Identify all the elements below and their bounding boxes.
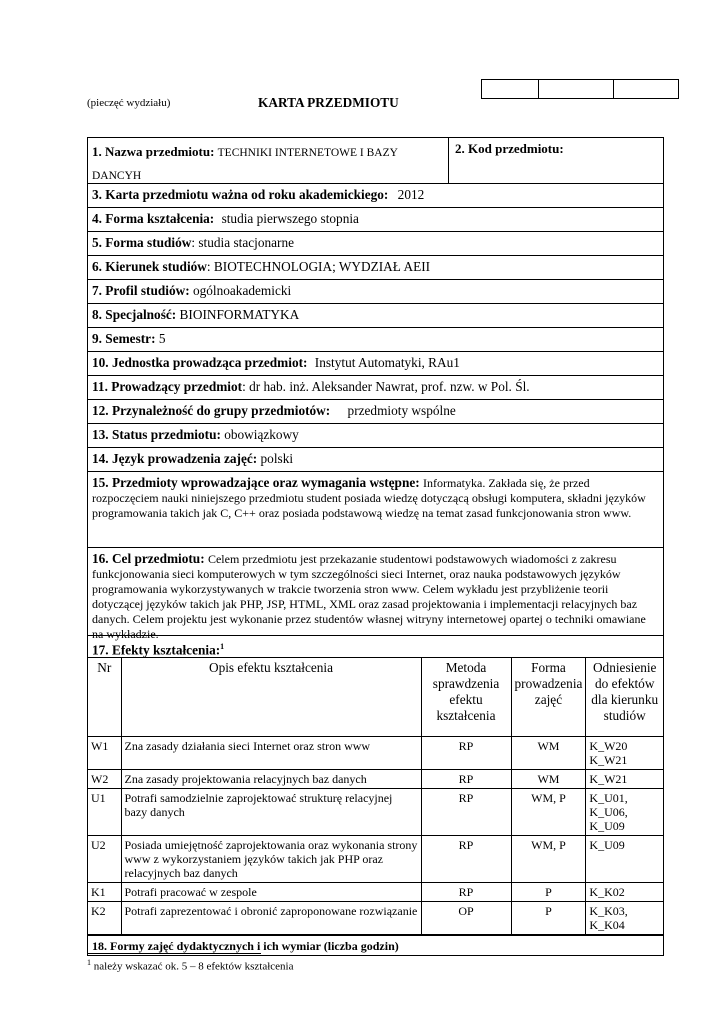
outcome-method: RP xyxy=(421,835,511,882)
row-teaching-forms xyxy=(88,935,663,955)
row-language xyxy=(88,447,663,471)
field-of-study-label: 6. Kierunek studiów xyxy=(92,259,207,274)
outcome-reference: K_U01, K_U06, K_U09 xyxy=(586,788,663,835)
prerequisites-label: 15. Przedmioty wprowadzające oraz wymagania wstępne: xyxy=(92,475,420,490)
outcome-method: OP xyxy=(421,901,511,934)
lecturer-label: 11. Prowadzący przedmiot xyxy=(92,379,243,394)
footnote-number: 1 xyxy=(87,958,91,967)
outcome-description: Zna zasady projektowania relacyjnych baz danych xyxy=(121,769,421,788)
specialty-label: 8. Specjalność: xyxy=(92,307,177,322)
table-row xyxy=(88,835,663,882)
study-form-label: 5. Forma studiów xyxy=(92,235,192,250)
header-reference: Odniesienie do efektów dla kierunku studiów xyxy=(586,658,663,736)
table-row xyxy=(88,882,663,901)
row-education-form xyxy=(88,207,663,231)
row-semester xyxy=(88,327,663,351)
study-profile-value: ogólnoakademicki xyxy=(192,283,292,298)
learning-outcomes-label: 17. Efekty kształcenia: xyxy=(92,642,221,658)
outcome-method: RP xyxy=(421,882,511,901)
header-description: Opis efektu kształcenia xyxy=(121,658,421,736)
teaching-unit-value: Instytut Automatyki, RAu1 xyxy=(314,355,460,370)
course-group-label: 12. Przynależność do grupy przedmiotów: xyxy=(92,403,331,418)
course-goal-label: 16. Cel przedmiotu: xyxy=(92,551,205,566)
valid-year-value: 2012 xyxy=(397,187,425,202)
prerequisites-value: Informatyka. Zakłada się, że przed rozpoczęciem nauki niniejszego przedmiotu student posiada wiedzę dotyczącą obsługi komputera, składni języków programowania takich jak C, C++ oraz posiada podstawową wiedzę na temat zasad funkcjonowania stron www. xyxy=(92,476,646,520)
teaching-unit-label: 10. Jednostka prowadząca przedmiot: xyxy=(92,355,308,370)
course-goal-value: Celem przedmiotu jest przekazanie studentowi podstawowych wiadomości z zakresu funkcjonowania sieci komputerowych w tym szczególności sieci Internet, oraz nauka podstawowych języków programowania wykorzystywanych w trakcie tworzenia stron www. Celem wykładu jest przybliżenie teorii dotyczącej języków takich jak PHP, JSP, HTML, XML oraz zasad projektowania i implementacji relacyjnych baz danych. Celem projektu jest wykonanie przez studentów własnej witryny internetowej opartej o techniki omawiane na wykładzie. xyxy=(92,552,646,641)
outcome-form: WM xyxy=(511,736,586,769)
outcome-description: Potrafi samodzielnie zaprojektować strukturę relacyjnej bazy danych xyxy=(121,788,421,835)
document-title: KARTA PRZEDMIOTU xyxy=(258,95,399,110)
table-row xyxy=(88,769,663,788)
outcome-description: Posiada umiejętność zaprojektowania oraz wykonania strony www z wykorzystaniem języków takich jak PHP oraz relacyjnych baz danych xyxy=(121,835,421,882)
footnote-text: należy wskazać ok. 5 – 8 efektów kształcenia xyxy=(93,960,294,973)
outcome-method: RP xyxy=(421,788,511,835)
learning-outcomes-table xyxy=(88,658,663,935)
row-field-of-study xyxy=(88,255,663,279)
outcome-description: Zna zasady działania sieci Internet oraz stron www xyxy=(121,736,421,769)
course-status-value: obowiązkowy xyxy=(224,427,299,442)
semester-label: 9. Semestr: xyxy=(92,331,156,346)
table-row xyxy=(88,901,663,934)
outcome-nr: U1 xyxy=(88,788,121,835)
education-form-value: studia pierwszego stopnia xyxy=(221,211,359,226)
valid-year-label: 3. Karta przedmiotu ważna od roku akademickiego: xyxy=(92,187,389,202)
outcome-reference: K_K03, K_K04 xyxy=(586,901,663,934)
outcome-form: WM, P xyxy=(511,788,586,835)
course-name-cell xyxy=(88,138,449,183)
education-form-label: 4. Forma kształcenia: xyxy=(92,211,215,226)
outcome-nr: U2 xyxy=(88,835,121,882)
row-course-name xyxy=(88,138,663,183)
outcome-form: P xyxy=(511,901,586,934)
outcome-nr: W2 xyxy=(88,769,121,788)
row-specialty xyxy=(88,303,663,327)
row-lecturer xyxy=(88,375,663,399)
code-box-3 xyxy=(613,79,679,99)
outcome-description: Potrafi pracować w zespole xyxy=(121,882,421,901)
outcome-description: Potrafi zaprezentować i obronić zaproponowane rozwiązanie xyxy=(121,901,421,934)
row-study-form xyxy=(88,231,663,255)
lecturer-value: : dr hab. inż. Aleksander Nawrat, prof. nzw. w Pol. Śl. xyxy=(242,379,530,394)
faculty-stamp-label: (pieczęć wydziału) xyxy=(87,97,171,109)
specialty-value: BIOINFORMATYKA xyxy=(179,307,300,322)
row-course-group xyxy=(88,399,663,423)
course-group-value: przedmioty wspólne xyxy=(347,403,456,418)
course-name-value: TECHNIKI INTERNETOWE I BAZY DANCYH xyxy=(92,147,398,182)
outcome-form: WM xyxy=(511,769,586,788)
row-course-goal xyxy=(88,547,663,641)
outcome-nr: W1 xyxy=(88,736,121,769)
footnote-ref: 1 xyxy=(220,642,225,651)
code-box-1 xyxy=(481,79,539,99)
outcome-reference: K_U09 xyxy=(586,835,663,882)
outcome-form: WM, P xyxy=(511,835,586,882)
study-profile-label: 7. Profil studiów: xyxy=(92,283,190,298)
outcome-method: RP xyxy=(421,769,511,788)
learning-outcomes-table-wrap xyxy=(88,657,663,935)
outcome-reference: K_W20 K_W21 xyxy=(586,736,663,769)
table-row xyxy=(88,736,663,769)
row-valid-year xyxy=(88,183,663,207)
language-value: polski xyxy=(260,451,294,466)
header-form: Forma prowadzenia zajęć xyxy=(511,658,586,736)
outcome-nr: K1 xyxy=(88,882,121,901)
course-card-form xyxy=(87,137,664,956)
code-box-2 xyxy=(538,79,614,99)
row-study-profile xyxy=(88,279,663,303)
field-of-study-value: : BIOTECHNOLOGIA; WYDZIAŁ AEII xyxy=(206,259,431,274)
outcome-form: P xyxy=(511,882,586,901)
row-course-status xyxy=(88,423,663,447)
outcome-reference: K_W21 xyxy=(586,769,663,788)
footnote xyxy=(87,958,294,973)
course-status-label: 13. Status przedmiotu: xyxy=(92,427,221,442)
row-teaching-unit xyxy=(88,351,663,375)
row-learning-outcomes-title xyxy=(88,635,663,657)
study-form-value: : studia stacjonarne xyxy=(191,235,295,250)
teaching-forms-label: 18. Formy zajęć dydaktycznych i ich wymiar (liczba godzin) xyxy=(92,938,399,953)
course-code-label: 2. Kod przedmiotu: xyxy=(455,141,564,156)
footnote-divider xyxy=(87,953,261,954)
header-method: Metoda sprawdzenia efektu kształcenia xyxy=(421,658,511,736)
header-nr: Nr xyxy=(88,658,121,736)
outcome-reference: K_K02 xyxy=(586,882,663,901)
language-label: 14. Język prowadzenia zajęć: xyxy=(92,451,258,466)
outcome-method: RP xyxy=(421,736,511,769)
table-header-row xyxy=(88,658,663,736)
outcome-nr: K2 xyxy=(88,901,121,934)
table-row xyxy=(88,788,663,835)
row-prerequisites xyxy=(88,471,663,547)
semester-value: 5 xyxy=(158,331,166,346)
course-name-label: 1. Nazwa przedmiotu: xyxy=(92,144,215,159)
